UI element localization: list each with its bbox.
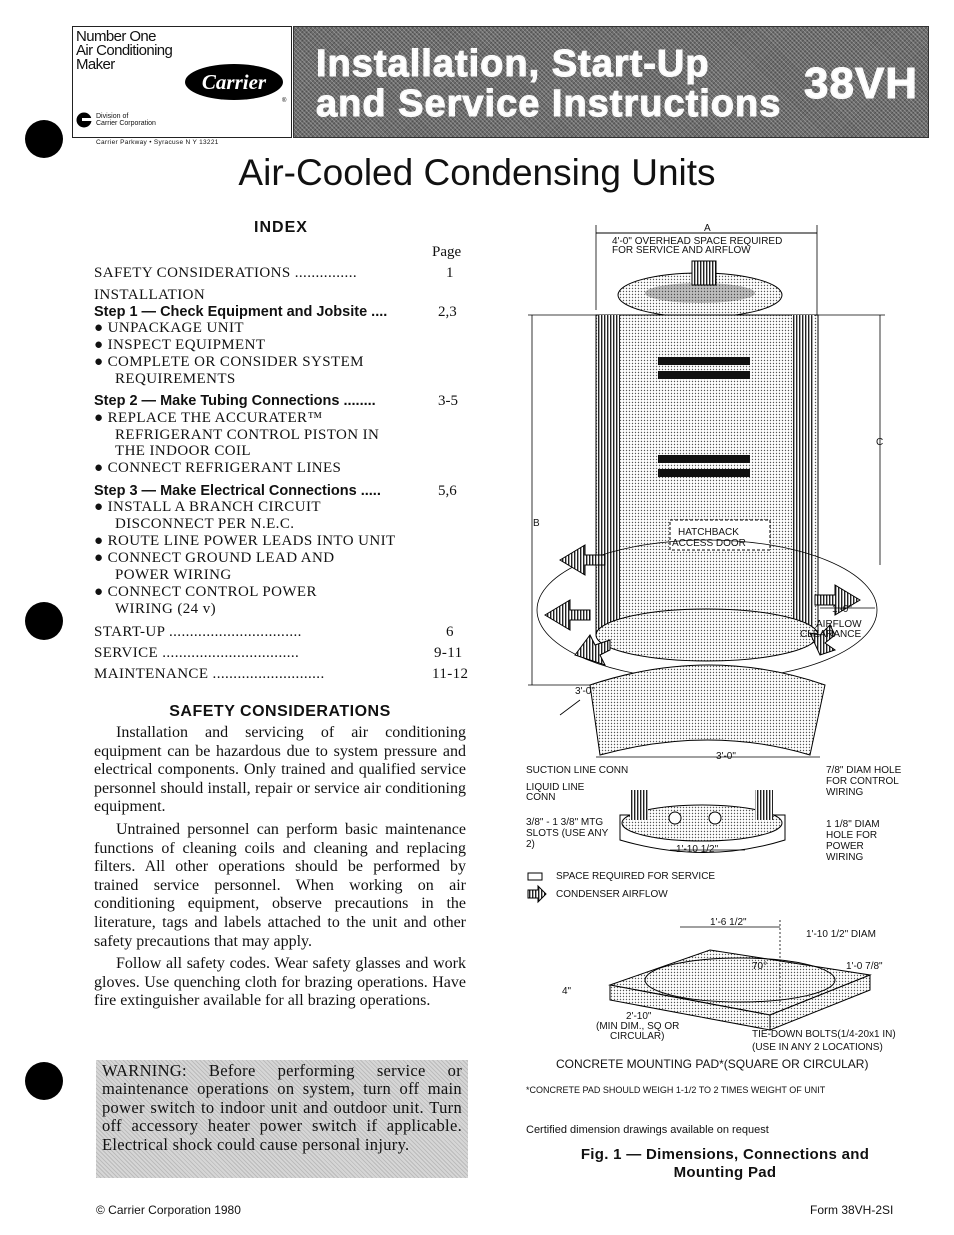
tiedown-label-2: (USE IN ANY 2 LOCATIONS) [752,1042,883,1053]
index-entry: START-UP ................................ 6 [94,624,454,640]
banner-line-2: and Service Instructions [316,83,782,125]
overhead-airflow-arrow [692,261,716,285]
index-entry: REFRIGERANT CONTROL PISTON IN [115,427,380,443]
index-entry: ● CONNECT GROUND LEAD AND [94,550,335,566]
legend-service-label: SPACE REQUIRED FOR SERVICE [556,871,716,882]
logo-registered: ® [282,98,287,102]
clearance-label-1: AIRFLOW [816,619,862,630]
page-title: Air-Cooled Condensing Units [238,152,716,193]
pad-min-label-1: 2'-10" [626,1011,652,1022]
index-entry: POWER WIRING [115,567,232,583]
title-banner [293,26,929,138]
division-text [96,113,156,127]
index-entry: WIRING (24 v) [115,601,217,617]
slots-label-3: 2) [526,839,535,850]
service-dim-bottom-label: 3'-0" [716,751,736,762]
control-hole-label-1: 7/8" DIAM HOLE [826,765,902,776]
legend-airflow-label: CONDENSER AIRFLOW [556,889,668,900]
index-entry: ● UNPACKAGE UNIT [94,320,244,336]
index-entry: ● COMPLETE OR CONSIDER SYSTEM [94,354,364,370]
warning-box: WARNING: Before performing service or maintenance operations on system, turn off main power switch to indoor unit and outdoor unit. Turn off accessory heater power switch if applicable. Electrical shock could cause personal injury. [96,1060,468,1178]
index-entry: SAFETY CONSIDERATIONS ............... 1 [94,265,454,281]
index-entry: DISCONNECT PER N.E.C. [115,516,295,532]
index-entry-step-1: Step 1 — Check Equipment and Jobsite .... 2,3 [94,304,457,320]
index-entry: ● INSTALL A BRANCH CIRCUIT [94,499,321,515]
service-dim-side-label: 3'-0" [575,686,595,697]
carrier-logo [184,62,288,102]
maker-line-1: Number One [76,28,156,45]
safety-paragraph-3: Follow all safety codes. Wear safety glasses and work gloves. Use quenching cloth for brazing operations. Have fire extinguisher available for all brazing operations. [94,955,466,1010]
safety-heading: SAFETY CONSIDERATIONS [169,703,391,720]
safety-paragraph-1: Installation and servicing of air conditioning equipment can be hazardous due to system pressure and electrical components. Only trained and qualified service personnel should install, repair or service air conditioning equipment. [94,724,466,816]
index-entry: INSTALLATION [94,287,206,303]
dim-b-label: B [533,518,540,529]
logo-text: Carrier [201,70,267,94]
figure-caption-line-2: Mounting Pad [673,1164,777,1181]
index-entry: REQUIREMENTS [115,371,236,387]
clearance-label-2: CLEARANCE [800,629,862,640]
pad-note: *CONCRETE PAD SHOULD WEIGH 1-1/2 TO 2 TIMES WEIGHT OF UNIT [526,1085,826,1095]
service-space-icon [528,873,542,880]
maker-slogan [76,30,186,72]
overhead-note-2: FOR SERVICE AND AIRFLOW [612,245,751,256]
company-address: Carrier Parkway • Syracuse N Y 13221 [96,139,219,146]
maker-line-3: Maker [76,56,115,73]
tiedown-label-1: TIE-DOWN BOLTS(1/4-20x1 IN) [752,1029,896,1040]
power-hole-label-4: WIRING [826,852,864,863]
safety-body [94,724,466,1011]
liquid-line-label-2: CONN [526,792,556,803]
pad-angle-label: 70° [752,961,768,972]
index-entry: ● INSPECT EQUIPMENT [94,337,266,353]
form-number: Form 38VH-2SI [810,1203,894,1217]
control-hole-label-2: FOR CONTROL [826,776,899,787]
liquid-line-label-1: LIQUID LINE [526,782,585,793]
safety-paragraph-2: Untrained personnel can perform basic maintenance functions of cleaning coils and cleaning and replacing filters. All other operations should be performed by trained service personnel. When working on air conditioning equipment, observe precautions in the literature, tags and labels attached to the unit and other safety precautions that may apply. [94,820,466,950]
index-entry-step-3: Step 3 — Make Electrical Connections ..... 5,6 [94,483,457,499]
division-line-1: Division of [96,113,129,120]
index-entry: SERVICE ................................. 9-11 [94,645,463,661]
hatchback-label-2: ACCESS DOOR [672,538,746,549]
pad-dim-right-label: 1'-0 7/8" [846,961,883,972]
dim-c-label: C [876,437,884,448]
hatchback-label-1: HATCHBACK [678,527,739,538]
index-entry: ● CONNECT CONTROL POWER [94,584,317,600]
clearance-dim-label: 1'-0" [832,604,852,615]
pad-min-label-3: CIRCULAR) [610,1031,665,1042]
power-hole-label-2: HOLE FOR [826,830,878,841]
certified-note: Certified dimension drawings available on request [526,1124,769,1136]
index-page-label: Page [432,244,462,260]
figure-caption [532,1146,918,1182]
binder-hole-2 [25,602,63,640]
maker-line-2: Air Conditioning [76,42,173,59]
pad-thickness-label: 4" [562,986,572,997]
dimension-diagram [520,215,930,1135]
overhead-note-1: 4'-0" OVERHEAD SPACE REQUIRED [612,236,783,247]
pad-dim-top-label: 1'-6 1/2" [710,917,747,928]
banner-line-1: Installation, Start-Up [316,43,710,85]
slots-label-2: SLOTS (USE ANY [526,828,609,839]
base-dim-label: 1'-10 1/2" [676,844,719,855]
index-entry: THE INDOOR COIL [115,443,251,459]
copyright: © Carrier Corporation 1980 [96,1203,241,1217]
pad-diam-label: 1'-10 1/2" DIAM [806,929,876,940]
index-entry: MAINTENANCE ........................... 11-12 [94,666,469,682]
index-entry-step-2: Step 2 — Make Tubing Connections ........ 3-5 [94,393,458,409]
pad-min-label-2: (MIN DIM., SQ OR [596,1021,680,1032]
pad-title: CONCRETE MOUNTING PAD*(SQUARE OR CIRCULAR) [556,1057,869,1071]
condenser-airflow-icon [528,886,546,902]
division-logo-icon [76,112,96,128]
binder-hole-3 [25,1062,63,1100]
index-entry: ● ROUTE LINE POWER LEADS INTO UNIT [94,533,396,549]
model-number: 38VH [804,59,919,108]
figure-caption-line-1: Fig. 1 — Dimensions, Connections and [580,1146,870,1163]
index-entry: ● CONNECT REFRIGERANT LINES [94,460,342,476]
index-heading: INDEX [254,219,308,236]
suction-line-label: SUCTION LINE CONN [526,765,629,776]
power-hole-label-1: 1 1/8" DIAM [826,819,880,830]
service-pad [590,665,825,755]
power-hole-label-3: POWER [826,841,864,852]
division-line-2: Carrier Corporation [96,120,156,127]
index-entry: ● REPLACE THE ACCURATER™ [94,410,323,426]
dim-a-label: A [704,223,711,234]
control-hole-label-3: WIRING [826,787,864,798]
slots-label-1: 3/8" - 1 3/8" MTG [526,817,604,828]
